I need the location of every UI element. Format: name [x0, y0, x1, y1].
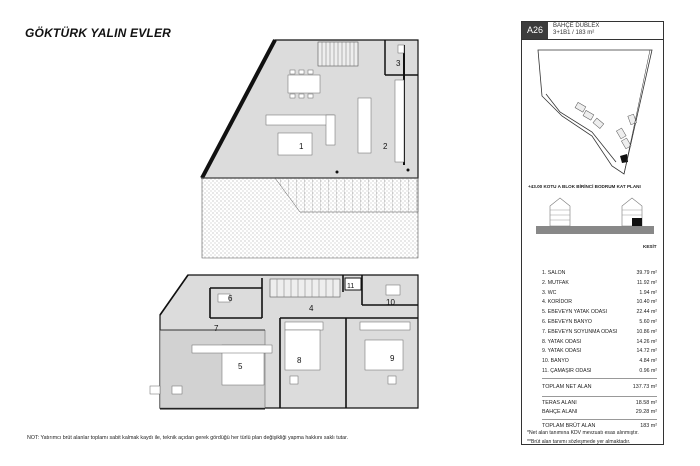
divider	[542, 378, 657, 379]
kitchen-counter	[395, 80, 404, 162]
garden-area	[202, 178, 418, 258]
garden-row	[542, 409, 657, 415]
upper-stairs	[318, 42, 358, 66]
room-name: 7. EBEVEYN SOYUNMA ODASI	[542, 328, 618, 335]
bed-8	[285, 330, 320, 370]
footnote-gross: **Brüt alan tanımı sözleşmede yer almaktadır.	[527, 439, 631, 445]
total-net-value: 137.73 m²	[632, 384, 657, 390]
room-row	[542, 367, 657, 377]
room-name: 5. EBEVEYN YATAK ODASI	[542, 309, 608, 316]
room-name: 11. ÇAMAŞIR ODASI	[542, 367, 592, 374]
unit-info-panel	[521, 21, 664, 445]
bed-9	[365, 340, 403, 370]
room-number: 3	[396, 59, 401, 68]
kitchen-island	[358, 98, 371, 153]
room-area: 11.92 m²	[636, 279, 657, 286]
room-name: 4. KORİDOR	[542, 299, 572, 306]
wc-toilet	[398, 45, 404, 53]
terrace-label: TERAS ALANI	[542, 400, 577, 406]
room-number: 10	[386, 298, 395, 307]
wardrobe-9	[360, 322, 410, 330]
room-row	[542, 308, 657, 318]
unit-code: A26	[522, 22, 548, 39]
unit-header	[522, 22, 663, 40]
room-area: 39.79 m²	[636, 270, 657, 276]
section-unit-marker	[632, 218, 642, 226]
room-number: 2	[383, 142, 388, 151]
footnote-net: *Net alan tanımına KDV mevzuatı esas alınmıştır.	[527, 430, 639, 436]
lower-floor-plan	[150, 275, 418, 408]
room-area: 1.94 m²	[639, 289, 657, 296]
total-net-label: TOPLAM NET ALAN	[542, 384, 592, 390]
room-name: 3. WC	[542, 289, 557, 296]
section-drawing	[536, 192, 654, 240]
room-row	[542, 357, 657, 367]
room-row	[542, 338, 657, 348]
room-row	[542, 298, 657, 308]
room-name: 1. SALON	[542, 270, 566, 276]
room-name: 6. EBEVEYN BANYO	[542, 318, 592, 325]
room-name: 10. BANYO	[542, 358, 569, 365]
room-row	[542, 347, 657, 357]
room-name: 9. YATAK ODASI	[542, 348, 582, 355]
room-name: 8. YATAK ODASI	[542, 338, 582, 345]
wardrobe-8	[285, 322, 323, 330]
key-plan-label: +43.00 KOTU A BLOK BİRİNCİ BODRUM KAT PLANI	[528, 184, 641, 189]
total-gross-value: 183 m²	[640, 423, 657, 429]
room-number: 9	[390, 354, 395, 363]
room-row	[542, 318, 657, 328]
key-plan	[532, 46, 657, 178]
terrace-value: 18.58 m²	[635, 400, 657, 406]
room-row	[542, 269, 657, 279]
room-name: 2. MUTFAK	[542, 279, 569, 286]
divider	[542, 396, 657, 397]
terrace-row	[542, 400, 657, 406]
room-area: 5.60 m²	[639, 318, 657, 325]
upper-floor-plan	[202, 40, 418, 178]
garden-value: 29.28 m²	[635, 409, 657, 415]
room-area: 14.26 m²	[636, 338, 657, 345]
room-area: 4.84 m²	[639, 358, 657, 365]
room-row	[542, 279, 657, 289]
room-area: 0.96 m²	[639, 367, 657, 374]
disclaimer: NOT: Yatırımcı brüt alanlar toplamı sabit kalmak kaydı ile, teknik açıdan gerek gördüğü her türlü plan değişikliği yapma hakkını saklı tutar.	[27, 435, 349, 441]
unit-area: 3+1B1 / 183 m²	[553, 30, 595, 36]
project-title: GÖKTÜRK YALIN EVLER	[25, 26, 172, 40]
unit-type: BAHÇE DUBLEX	[553, 23, 600, 29]
total-gross-row	[542, 423, 657, 429]
room-number: 8	[297, 356, 302, 365]
room-area: 10.86 m²	[636, 328, 657, 335]
room-number: 11	[347, 283, 355, 290]
room-area: 22.44 m²	[636, 309, 657, 316]
divider	[542, 419, 657, 420]
room-number: 5	[238, 362, 243, 371]
room-number: 1	[299, 142, 304, 151]
room-number: 6	[228, 294, 233, 303]
room-area: 10.40 m²	[636, 299, 657, 306]
lower-stairs	[270, 279, 340, 297]
bath-fixture	[386, 285, 400, 295]
total-gross-label: TOPLAM BRÜT ALAN	[542, 423, 596, 429]
garden-label: BAHÇE ALANI	[542, 409, 578, 415]
room-list	[542, 269, 657, 377]
room-number: 7	[214, 324, 219, 333]
room-area: 14.72 m²	[636, 348, 657, 355]
room-row	[542, 328, 657, 338]
room-row	[542, 289, 657, 299]
section-label: KESİT	[643, 244, 657, 249]
total-net-row	[542, 384, 657, 390]
room-number: 4	[309, 304, 314, 313]
